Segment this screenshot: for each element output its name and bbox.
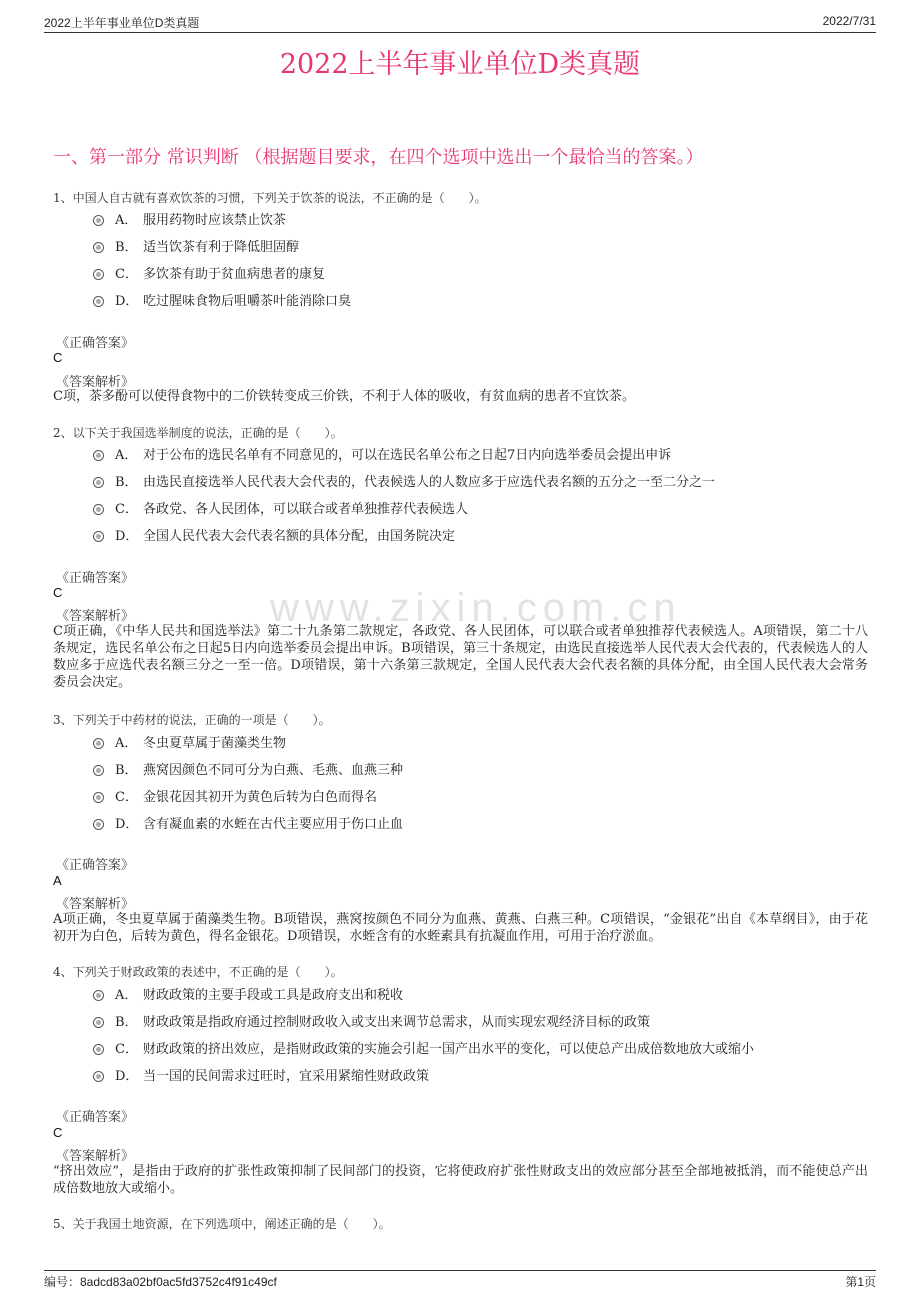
correct-answer: C [53,350,63,365]
radio-icon[interactable] [93,215,104,226]
question-stem: 2、以下关于我国选举制度的说法，正确的是（ ）。 [53,426,343,440]
radio-icon[interactable] [93,1017,104,1028]
radio-icon[interactable] [93,1071,104,1082]
page-footer [44,1270,876,1289]
answer-label: 《正确答案》 [56,336,135,351]
radio-icon[interactable] [93,477,104,488]
radio-icon[interactable] [93,269,104,280]
question-stem: 4、下列关于财政政策的表述中，不正确的是（ ）。 [53,965,343,979]
radio-icon[interactable] [93,738,104,749]
analysis-text: C项正确，《中华人民共和国选举法》第二十九条第二款规定，各政党、各人民团体，可以联合或者单独推荐代表候选人。A项错误，第二十八条规定，选民名单公布之日起5日内向选举委员会提出申诉。B项错误，第三十条规定，由选民直接选举人民代表大会代表的，代表候选人的人数应多于应选代表名额三分之一至一倍。D项错误，第十六条第三款规定，全国人民代表大会代表名额的具体分配，由全国人民代表大会常务委员会决定。 [53,624,868,690]
page-header [44,12,876,33]
correct-answer: C [53,1125,63,1140]
analysis-label: 《答案解析》 [56,897,135,912]
radio-icon[interactable] [93,1044,104,1055]
analysis-label: 《答案解析》 [56,375,135,390]
radio-icon[interactable] [93,990,104,1001]
radio-icon[interactable] [93,296,104,307]
header-date: 2022/7/31 [822,14,876,28]
question-stem: 3、下列关于中药材的说法，正确的一项是（ ）。 [53,713,331,727]
radio-icon[interactable] [93,792,104,803]
doc-id: 编号：8adcd83a02bf0ac5fd3752c4f91c49cf [44,1275,277,1289]
answer-label: 《正确答案》 [56,1110,135,1125]
answer-label: 《正确答案》 [56,858,135,873]
radio-icon[interactable] [93,765,104,776]
correct-answer: A [53,873,62,888]
page-title: 2022上半年事业单位D类真题 [279,49,641,80]
header-doc-title: 2022上半年事业单位D类真题 [44,16,200,30]
section-heading: 一、第一部分 常识判断 （根据题目要求，在四个选项中选出一个最恰当的答案。） [53,147,704,168]
analysis-label: 《答案解析》 [56,1149,135,1164]
analysis-label: 《答案解析》 [56,609,135,624]
radio-icon[interactable] [93,504,104,515]
radio-icon[interactable] [93,531,104,542]
analysis-text: A项正确，冬虫夏草属于菌藻类生物。B项错误，燕窝按颜色不同分为血燕、黄燕、白燕三种。C项错误，“金银花”出自《本草纲目》，由于花初开为白色，后转为黄色，得名金银花。D项错误，水蛭含有的水蛭素具有抗凝血作用，可用于治疗淤血。 [53,912,868,944]
correct-answer: C [53,585,63,600]
radio-icon[interactable] [93,242,104,253]
answer-label: 《正确答案》 [56,571,135,586]
analysis-text: C项，茶多酚可以使得食物中的二价铁转变成三价铁，不利于人体的吸收，有贫血病的患者不宜饮茶。 [53,389,635,404]
watermark: www.zixin.com.cn [270,586,682,630]
radio-icon[interactable] [93,450,104,461]
question-stem: 1、中国人自古就有喜欢饮茶的习惯，下列关于饮茶的说法，不正确的是（ ）。 [53,191,487,205]
page-number: 第1页 [845,1275,876,1289]
question-stem: 5、关于我国土地资源，在下列选项中，阐述正确的是（ ）。 [53,1217,391,1231]
analysis-text: “挤出效应”，是指由于政府的扩张性政策抑制了民间部门的投资，它将使政府扩张性财政支出的效应部分甚至全部地被抵消，而不能使总产出成倍数地放大或缩小。 [53,1164,868,1196]
radio-icon[interactable] [93,819,104,830]
